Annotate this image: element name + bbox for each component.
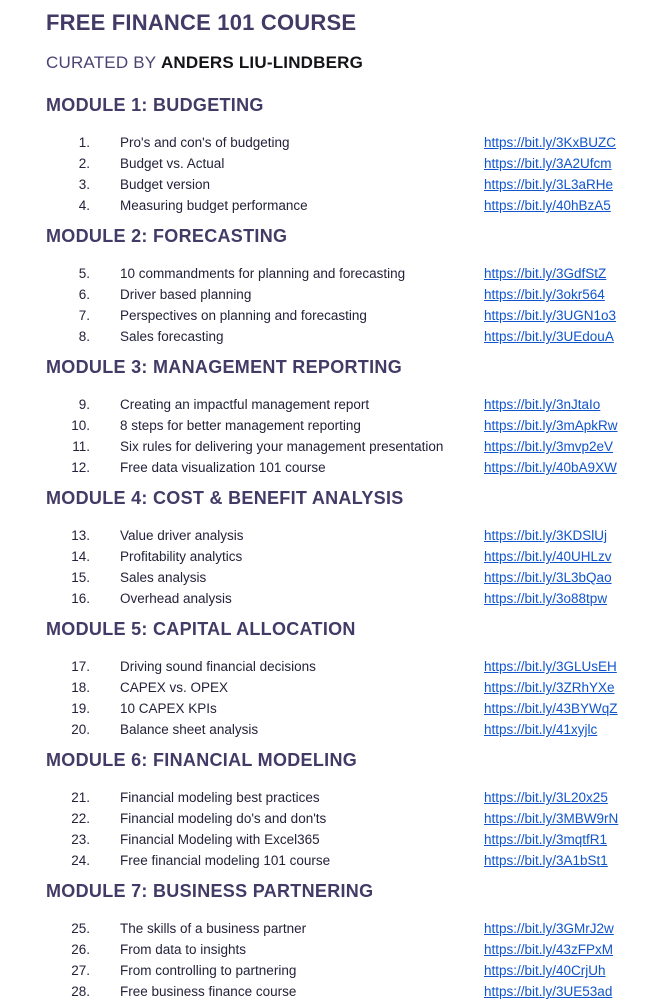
item-link-cell bbox=[484, 174, 650, 195]
item-title: 10 commandments for planning and forecasting bbox=[120, 266, 406, 281]
course-item-row bbox=[46, 546, 650, 567]
item-title: Driver based planning bbox=[120, 287, 252, 302]
course-item-row bbox=[46, 394, 650, 415]
course-item-row bbox=[46, 677, 650, 698]
module-section-5 bbox=[46, 609, 650, 740]
item-number: 13. bbox=[71, 528, 90, 543]
course-item-row bbox=[46, 808, 650, 829]
course-item-row bbox=[46, 787, 650, 808]
item-link[interactable]: https://bit.ly/3mApkRw bbox=[484, 418, 618, 433]
item-link[interactable]: https://bit.ly/3L20x25 bbox=[484, 790, 608, 805]
course-item-row bbox=[46, 284, 650, 305]
item-number: 1. bbox=[78, 135, 90, 150]
item-link-cell bbox=[484, 808, 650, 829]
item-title: Six rules for delivering your management presentation bbox=[120, 439, 444, 454]
module-item-list bbox=[46, 787, 650, 871]
item-title: The skills of a business partner bbox=[120, 921, 307, 936]
item-number: 3. bbox=[78, 177, 90, 192]
course-item-row bbox=[46, 981, 650, 1002]
item-title: Value driver analysis bbox=[120, 528, 244, 543]
item-number: 15. bbox=[71, 570, 90, 585]
item-title: Balance sheet analysis bbox=[120, 722, 259, 737]
course-item-row bbox=[46, 829, 650, 850]
module-section-6 bbox=[46, 740, 650, 871]
item-number: 22. bbox=[71, 811, 90, 826]
item-link[interactable]: https://bit.ly/3A2Ufcm bbox=[484, 156, 612, 171]
item-link[interactable]: https://bit.ly/3L3aRHe bbox=[484, 177, 614, 192]
item-title: Pro's and con's of budgeting bbox=[120, 135, 290, 150]
course-item-row bbox=[46, 174, 650, 195]
item-title: 8 steps for better management reporting bbox=[120, 418, 361, 433]
item-title: Financial modeling do's and don'ts bbox=[120, 811, 327, 826]
course-item-row bbox=[46, 698, 650, 719]
item-number: 28. bbox=[71, 984, 90, 999]
item-link[interactable]: https://bit.ly/3mqtfR1 bbox=[484, 832, 608, 847]
item-title: Financial Modeling with Excel365 bbox=[120, 832, 320, 847]
course-item-row bbox=[46, 436, 650, 457]
course-item-row bbox=[46, 305, 650, 326]
course-item-row bbox=[46, 326, 650, 347]
course-item-row bbox=[46, 263, 650, 284]
item-title: Financial modeling best practices bbox=[120, 790, 320, 805]
item-title: Sales analysis bbox=[120, 570, 207, 585]
item-title: Overhead analysis bbox=[120, 591, 232, 606]
item-link-cell bbox=[484, 132, 650, 153]
item-link-cell bbox=[484, 698, 650, 719]
item-link[interactable]: https://bit.ly/3A1bSt1 bbox=[484, 853, 608, 868]
item-link[interactable]: https://bit.ly/41xyjlc bbox=[484, 722, 598, 737]
curated-by-label: CURATED BY bbox=[46, 53, 161, 72]
item-title: Driving sound financial decisions bbox=[120, 659, 316, 674]
item-number: 8. bbox=[78, 329, 90, 344]
course-title: FREE FINANCE 101 COURSE bbox=[46, 10, 357, 35]
module-section-4 bbox=[46, 478, 650, 609]
module-heading: MODULE 6: FINANCIAL MODELING bbox=[46, 750, 358, 770]
course-item-row bbox=[46, 195, 650, 216]
item-link[interactable]: https://bit.ly/3okr564 bbox=[484, 287, 605, 302]
item-link-cell bbox=[484, 960, 650, 981]
item-link[interactable]: https://bit.ly/3UEdouA bbox=[484, 329, 614, 344]
item-link[interactable]: https://bit.ly/3GdfStZ bbox=[484, 266, 607, 281]
module-item-list bbox=[46, 525, 650, 609]
item-link[interactable]: https://bit.ly/3mvp2eV bbox=[484, 439, 614, 454]
item-number: 4. bbox=[78, 198, 90, 213]
item-number: 11. bbox=[72, 439, 90, 454]
module-item-list bbox=[46, 132, 650, 216]
item-title: From controlling to partnering bbox=[120, 963, 297, 978]
module-section-2 bbox=[46, 216, 650, 347]
item-link-cell bbox=[484, 457, 650, 478]
item-number: 16. bbox=[71, 591, 90, 606]
item-title: Free financial modeling 101 course bbox=[120, 853, 331, 868]
item-link[interactable]: https://bit.ly/40CrjUh bbox=[484, 963, 606, 978]
item-number: 27. bbox=[71, 963, 90, 978]
item-number: 23. bbox=[71, 832, 90, 847]
item-title: Sales forecasting bbox=[120, 329, 224, 344]
item-link[interactable]: https://bit.ly/3ZRhYXe bbox=[484, 680, 615, 695]
item-link-cell bbox=[484, 195, 650, 216]
item-link-cell bbox=[484, 263, 650, 284]
item-title: Measuring budget performance bbox=[120, 198, 308, 213]
module-section-3 bbox=[46, 347, 650, 478]
item-link-cell bbox=[484, 787, 650, 808]
item-link[interactable]: https://bit.ly/3UGN1o3 bbox=[484, 308, 617, 323]
item-number: 7. bbox=[78, 308, 90, 323]
item-link[interactable]: https://bit.ly/40UHLzv bbox=[484, 549, 612, 564]
item-link-cell bbox=[484, 918, 650, 939]
item-link-cell bbox=[484, 326, 650, 347]
course-item-row bbox=[46, 850, 650, 871]
item-title: Budget vs. Actual bbox=[120, 156, 225, 171]
module-heading: MODULE 5: CAPITAL ALLOCATION bbox=[46, 619, 356, 639]
item-link-cell bbox=[484, 981, 650, 1002]
item-number: 2. bbox=[78, 156, 90, 171]
item-number: 21. bbox=[71, 790, 90, 805]
item-link[interactable]: https://bit.ly/3KDSlUj bbox=[484, 528, 608, 543]
item-number: 10. bbox=[71, 418, 90, 433]
module-item-list bbox=[46, 656, 650, 740]
course-item-row bbox=[46, 588, 650, 609]
item-link[interactable]: https://bit.ly/3UE53ad bbox=[484, 984, 613, 999]
item-title: Profitability analytics bbox=[120, 549, 243, 564]
course-item-row bbox=[46, 457, 650, 478]
item-number: 12. bbox=[71, 460, 90, 475]
item-link[interactable]: https://bit.ly/3GMrJ2w bbox=[484, 921, 614, 936]
item-link[interactable]: https://bit.ly/43zFPxM bbox=[484, 942, 614, 957]
item-number: 24. bbox=[71, 853, 90, 868]
item-link[interactable]: https://bit.ly/3L3bQao bbox=[484, 570, 612, 585]
item-link-cell bbox=[484, 546, 650, 567]
item-title: Budget version bbox=[120, 177, 211, 192]
item-link-cell bbox=[484, 939, 650, 960]
course-item-row bbox=[46, 153, 650, 174]
item-number: 18. bbox=[71, 680, 90, 695]
item-title: Creating an impactful management report bbox=[120, 397, 370, 412]
item-title: Free business finance course bbox=[120, 984, 297, 999]
item-link[interactable]: https://bit.ly/43BYWqZ bbox=[484, 701, 618, 716]
item-link-cell bbox=[484, 850, 650, 871]
module-heading: MODULE 2: FORECASTING bbox=[46, 226, 288, 246]
module-heading: MODULE 1: BUDGETING bbox=[46, 95, 264, 115]
item-link-cell bbox=[484, 829, 650, 850]
item-link[interactable]: https://bit.ly/3nJtaIo bbox=[484, 397, 601, 412]
item-title: 10 CAPEX KPIs bbox=[120, 701, 217, 716]
module-heading: MODULE 4: COST & BENEFIT ANALYSIS bbox=[46, 488, 404, 508]
module-item-list bbox=[46, 263, 650, 347]
course-item-row bbox=[46, 939, 650, 960]
curator-name: ANDERS LIU-LINDBERG bbox=[160, 53, 364, 72]
course-item-row bbox=[46, 567, 650, 588]
item-number: 19. bbox=[71, 701, 90, 716]
item-link-cell bbox=[484, 588, 650, 609]
course-item-row bbox=[46, 656, 650, 677]
module-item-list bbox=[46, 918, 650, 1002]
item-link-cell bbox=[484, 415, 650, 436]
module-heading: MODULE 7: BUSINESS PARTNERING bbox=[46, 881, 374, 901]
module-heading: MODULE 3: MANAGEMENT REPORTING bbox=[46, 357, 403, 377]
item-link-cell bbox=[484, 153, 650, 174]
item-link-cell bbox=[484, 677, 650, 698]
module-item-list bbox=[46, 394, 650, 478]
item-number: 26. bbox=[71, 942, 90, 957]
course-item-row bbox=[46, 960, 650, 981]
item-number: 5. bbox=[78, 266, 90, 281]
course-item-row bbox=[46, 918, 650, 939]
curated-by-line bbox=[46, 35, 650, 73]
item-link-cell bbox=[484, 525, 650, 546]
item-title: From data to insights bbox=[120, 942, 247, 957]
course-item-row bbox=[46, 719, 650, 740]
module-section-7 bbox=[46, 871, 650, 1002]
course-item-row bbox=[46, 415, 650, 436]
item-title: Perspectives on planning and forecasting bbox=[120, 308, 367, 323]
item-number: 20. bbox=[71, 722, 90, 737]
item-number: 9. bbox=[78, 397, 90, 412]
item-link-cell bbox=[484, 656, 650, 677]
item-link-cell bbox=[484, 305, 650, 326]
item-link[interactable]: https://bit.ly/3o88tpw bbox=[484, 591, 608, 606]
item-number: 25. bbox=[71, 921, 90, 936]
course-item-row bbox=[46, 132, 650, 153]
item-link[interactable]: https://bit.ly/40hBzA5 bbox=[484, 198, 611, 213]
item-number: 17. bbox=[71, 659, 90, 674]
item-link[interactable]: https://bit.ly/40bA9XW bbox=[484, 460, 617, 475]
item-link[interactable]: https://bit.ly/3GLUsEH bbox=[484, 659, 617, 674]
item-link-cell bbox=[484, 436, 650, 457]
item-link-cell bbox=[484, 284, 650, 305]
item-link-cell bbox=[484, 719, 650, 740]
item-title: CAPEX vs. OPEX bbox=[120, 680, 229, 695]
item-link-cell bbox=[484, 394, 650, 415]
item-link[interactable]: https://bit.ly/3KxBUZC bbox=[484, 135, 617, 150]
item-link-cell bbox=[484, 567, 650, 588]
course-item-row bbox=[46, 525, 650, 546]
item-link[interactable]: https://bit.ly/3MBW9rN bbox=[484, 811, 619, 826]
item-number: 6. bbox=[78, 287, 90, 302]
module-section-1 bbox=[46, 73, 650, 216]
item-title: Free data visualization 101 course bbox=[120, 460, 326, 475]
item-number: 14. bbox=[71, 549, 90, 564]
